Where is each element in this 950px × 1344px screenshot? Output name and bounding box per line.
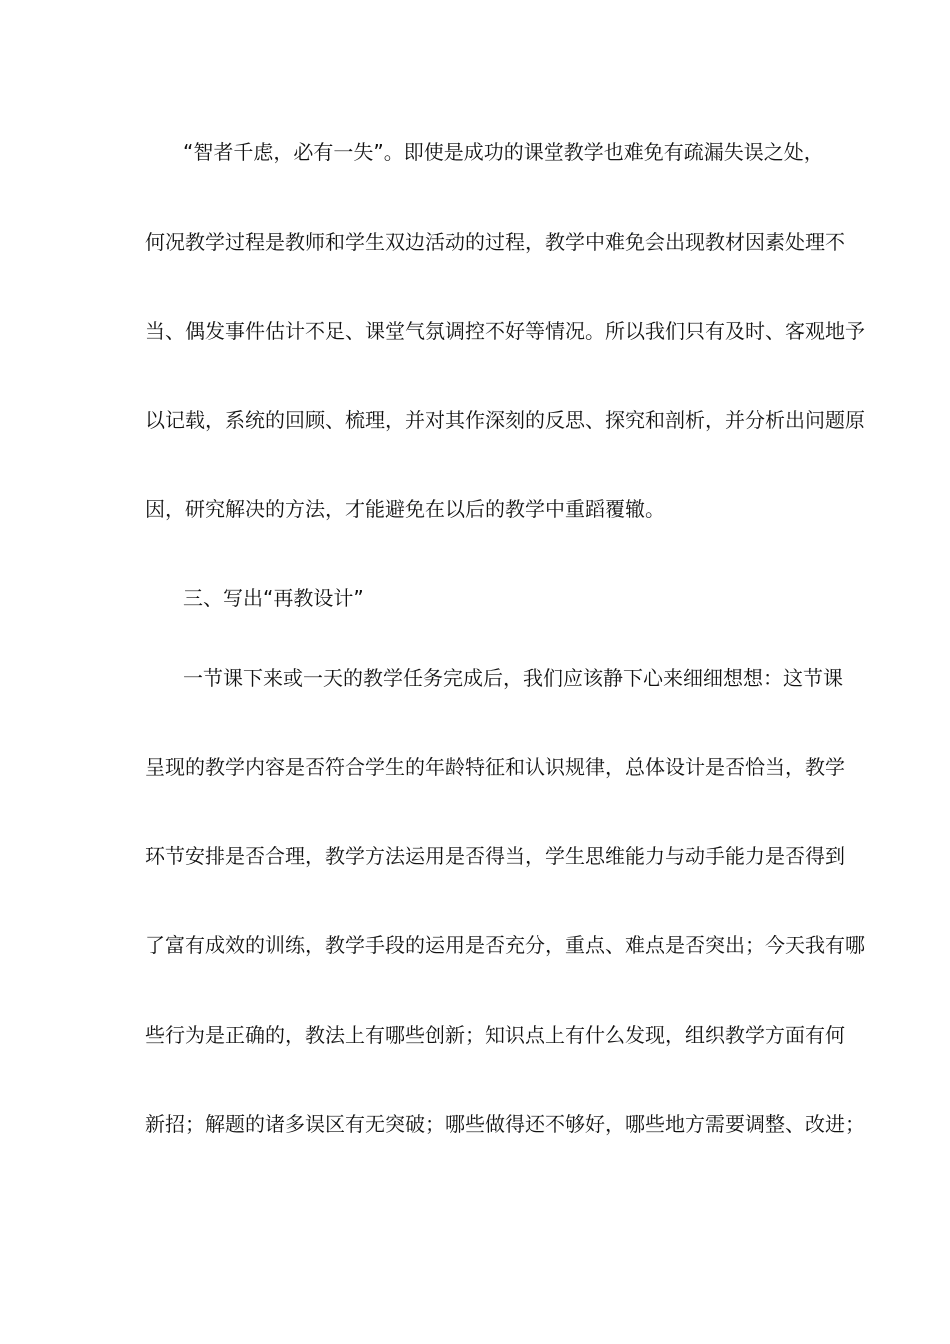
section-heading: 三、写出“再教设计” bbox=[183, 586, 364, 610]
paragraph-1-line-2: 何况教学过程是教师和学生双边活动的过程，教学中难免会出现教材因素处理不 bbox=[145, 230, 845, 254]
paragraph-1-line-3: 当、偶发事件估计不足、课堂气氛调控不好等情况。所以我们只有及时、客观地予 bbox=[145, 319, 865, 343]
paragraph-2-line-6: 新招；解题的诸多误区有无突破；哪些做得还不够好，哪些地方需要调整、改进； bbox=[145, 1112, 865, 1136]
paragraph-2-line-1: 一节课下来或一天的教学任务完成后，我们应该静下心来细细想想：这节课 bbox=[183, 666, 843, 690]
paragraph-2-line-3: 环节安排是否合理，教学方法运用是否得当，学生思维能力与动手能力是否得到 bbox=[145, 844, 845, 868]
paragraph-2-line-5: 些行为是正确的，教法上有哪些创新；知识点上有什么发现，组织教学方面有何 bbox=[145, 1023, 845, 1047]
paragraph-1-line-4: 以记载，系统的回顾、梳理，并对其作深刻的反思、探究和剖析，并分析出问题原 bbox=[145, 408, 865, 432]
paragraph-2-line-2: 呈现的教学内容是否符合学生的年龄特征和认识规律，总体设计是否恰当，教学 bbox=[145, 755, 845, 779]
paragraph-1-line-1: “智者千虑，必有一失”。即使是成功的课堂教学也难免有疏漏失误之处， bbox=[183, 140, 824, 164]
paragraph-2-line-4: 了富有成效的训练，教学手段的运用是否充分，重点、难点是否突出；今天我有哪 bbox=[145, 933, 865, 957]
paragraph-1-line-5: 因，研究解决的方法，才能避免在以后的教学中重蹈覆辙。 bbox=[145, 497, 665, 521]
